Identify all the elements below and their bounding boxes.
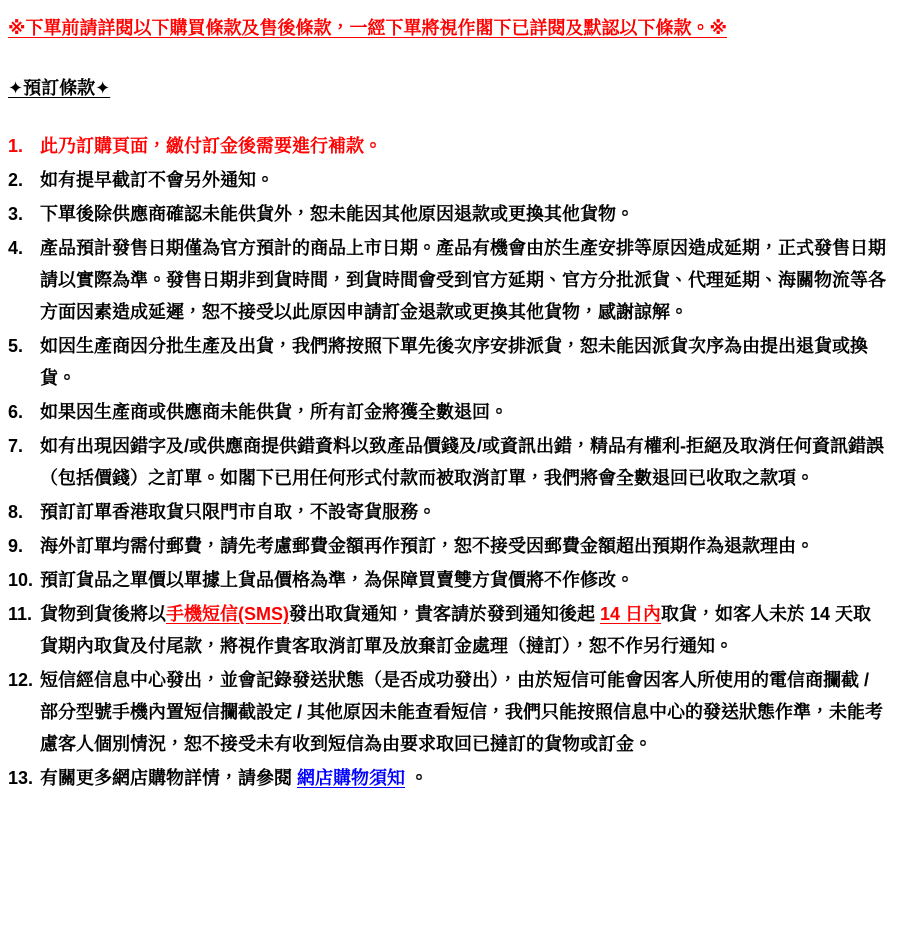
- term-item-11: [8, 598, 887, 662]
- header-notice: ※下單前請詳閱以下購買條款及售後條款，一經下單將視作閣下已詳閱及默認以下條款。※: [8, 18, 727, 38]
- term-number: 2.: [8, 170, 24, 190]
- term-segment: 預訂貨品之單價以單據上貨品價格為準，為保障買賣雙方貨價將不作修改。: [40, 570, 634, 590]
- term-segment: 發出取貨通知，貴客請於發到通知後起: [289, 604, 600, 624]
- term-text: [40, 664, 887, 760]
- term-text: [40, 396, 887, 428]
- term-segment: 如因生產商因分批生產及出貨，我們將按照下單先後次序安排派貨，恕未能因派貨次序為由提出退貨或換貨。: [40, 336, 868, 388]
- term-segment: 產品預計發售日期僅為官方預計的商品上市日期。產品有機會由於生產安排等原因造成延期，正式發售日期請以實際為準。發售日期非到貨時間，到貨時間會受到官方延期、官方分批派貨、代理延期、海關物流等各方面因素造成延遲，恕不接受以此原因申請訂金退款或更換其他貨物，感謝諒解。: [40, 238, 886, 322]
- term-text: [40, 198, 887, 230]
- shop-guide-link[interactable]: 網店購物須知: [297, 768, 405, 788]
- terms-list: [8, 130, 887, 794]
- term-text: [40, 564, 887, 596]
- term-text: [40, 430, 887, 494]
- term-item-13: [8, 762, 887, 794]
- term-item-6: [8, 396, 887, 428]
- term-segment: 取貨，如客人未於 14 天取貨期內取貨及付尾款，將視作貴客取消訂單及放棄訂金處理（撻訂），恕不作另行通知。: [40, 604, 872, 656]
- term-text: [40, 598, 887, 662]
- term-segment: 預訂訂單香港取貨只限門市自取，不設寄貨服務。: [40, 502, 436, 522]
- term-number: 12.: [8, 670, 34, 690]
- term-number: 6.: [8, 402, 24, 422]
- term-segment: 如果因生產商或供應商未能供貨，所有訂金將獲全數退回。: [40, 402, 508, 422]
- term-segment: 短信經信息中心發出，並會記錄發送狀態（是否成功發出），由於短信可能會因客人所使用的電信商攔截 / 部分型號手機內置短信攔截設定 / 其他原因未能查看短信，我們只能按照信息中心的發送狀態作準，未能考慮客人個別情況，恕不接受未有收到短信為由要求取回已撻訂的貨物或訂金。: [40, 670, 883, 754]
- term-item-5: [8, 330, 887, 394]
- term-number: 11.: [8, 604, 33, 624]
- term-item-2: [8, 164, 887, 196]
- term-number: 9.: [8, 536, 24, 556]
- term-number: 7.: [8, 436, 24, 456]
- term-item-8: [8, 496, 887, 528]
- term-segment: 下單後除供應商確認未能供貨外，恕未能因其他原因退款或更換其他貨物。: [40, 204, 634, 224]
- term-text: [40, 762, 887, 794]
- term-segment: 有關更多網店購物詳情，請參閱: [40, 768, 297, 788]
- term-number: 1.: [8, 136, 24, 156]
- term-number: 8.: [8, 502, 24, 522]
- term-segment: 手機短信(SMS): [166, 604, 289, 624]
- term-text: [40, 130, 887, 162]
- term-item-10: [8, 564, 887, 596]
- term-item-7: [8, 430, 887, 494]
- term-segment: 貨物到貨後將以: [40, 604, 166, 624]
- term-text: [40, 232, 887, 328]
- term-item-12: [8, 664, 887, 760]
- term-number: 3.: [8, 204, 24, 224]
- term-text: [40, 330, 887, 394]
- term-item-1: [8, 130, 887, 162]
- term-segment: 如有提早截訂不會另外通知。: [40, 170, 274, 190]
- term-segment: 。: [405, 768, 429, 788]
- term-segment: 海外訂單均需付郵費，請先考慮郵費金額再作預訂，恕不接受因郵費金額超出預期作為退款理由。: [40, 536, 814, 556]
- term-text: [40, 164, 887, 196]
- term-segment: 如有出現因錯字及/或供應商提供錯資料以致產品價錢及/或資訊出錯，精品有權利-拒絕及取消任何資訊錯誤（包括價錢）之訂單。如閣下已用任何形式付款而被取消訂單，我們將會全數退回已收取之款項。: [40, 436, 884, 488]
- term-text: [40, 496, 887, 528]
- section-title: ✦預訂條款✦: [8, 78, 111, 98]
- term-number: 13.: [8, 768, 34, 788]
- term-item-4: [8, 232, 887, 328]
- term-text: [40, 530, 887, 562]
- term-item-9: [8, 530, 887, 562]
- term-segment: 此乃訂購頁面，繳付訂金後需要進行補款。: [40, 136, 382, 156]
- term-number: 5.: [8, 336, 24, 356]
- term-item-3: [8, 198, 887, 230]
- term-segment: 14 日內: [600, 604, 662, 624]
- term-number: 4.: [8, 238, 24, 258]
- term-number: 10.: [8, 570, 34, 590]
